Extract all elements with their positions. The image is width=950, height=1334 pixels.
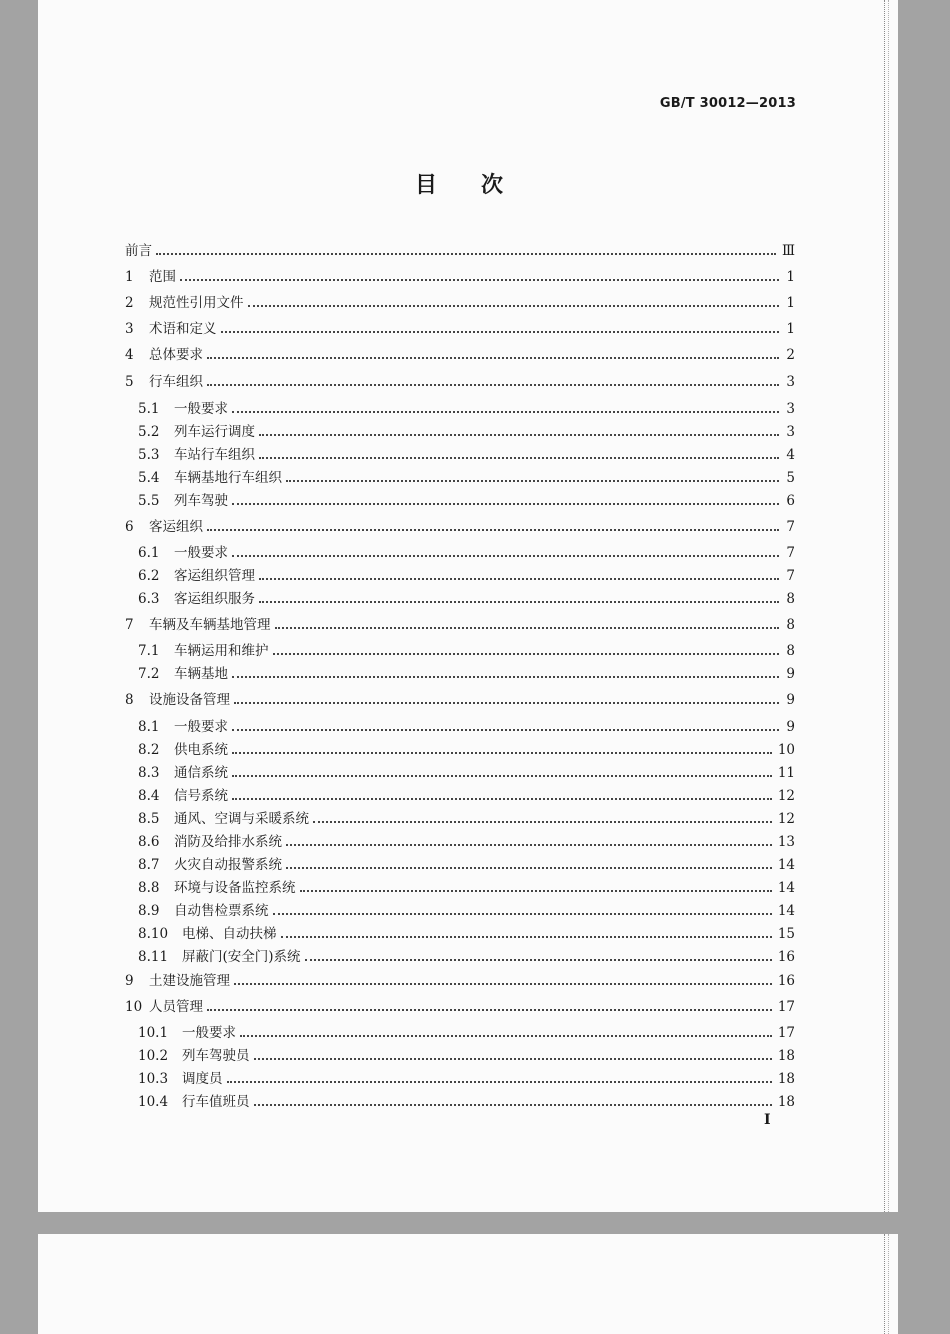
toc-dot-leader xyxy=(286,480,779,482)
toc-dot-leader xyxy=(207,384,779,386)
toc-entry-label: 列车驾驶 xyxy=(174,493,228,509)
toc-dot-leader xyxy=(232,503,779,505)
toc-entry-label: 行车组织 xyxy=(149,374,203,390)
toc-entry-page: 14 xyxy=(777,857,795,873)
toc-entry-number: 8.2 xyxy=(138,742,160,758)
toc-dot-leader xyxy=(273,653,780,655)
toc-entry[interactable] xyxy=(125,516,795,536)
toc-entry-page: 5 xyxy=(786,470,795,486)
toc-dot-leader xyxy=(232,411,779,413)
toc-entry-page: 1 xyxy=(786,321,795,337)
toc-entry-page: 3 xyxy=(786,424,795,440)
toc-entry-label: 客运组织服务 xyxy=(174,591,255,607)
toc-entry-page: Ⅲ xyxy=(781,243,795,259)
toc-dot-leader xyxy=(300,890,772,892)
toc-title-char: 次 xyxy=(481,173,504,198)
toc-entry[interactable] xyxy=(125,970,795,990)
toc-entry-number: 8.4 xyxy=(138,788,160,804)
toc-entry-label: 一般要求 xyxy=(174,401,228,417)
toc-entry-number: 8.1 xyxy=(138,719,160,735)
toc-entry-number: 5.3 xyxy=(138,447,160,463)
toc-entry-label: 车辆基地行车组织 xyxy=(174,470,282,486)
toc-entry-label: 设施设备管理 xyxy=(149,692,230,708)
toc-entry-page: 8 xyxy=(786,617,795,633)
toc-entry[interactable] xyxy=(138,716,795,736)
toc-entry-page: 4 xyxy=(786,447,795,463)
toc-entry-page: 10 xyxy=(777,742,795,758)
toc-dot-leader xyxy=(273,913,772,915)
standard-code: GB/T 30012—2013 xyxy=(659,96,796,111)
toc-entry-page: 8 xyxy=(786,643,795,659)
toc-entry-number: 7.2 xyxy=(138,666,160,682)
toc-entry[interactable] xyxy=(138,785,795,805)
toc-entry-label: 通风、空调与采暖系统 xyxy=(174,811,309,827)
toc-dot-leader xyxy=(232,752,772,754)
toc-dot-leader xyxy=(234,702,779,704)
toc-entry-number: 10.1 xyxy=(138,1025,169,1041)
binding-margin xyxy=(884,1234,889,1334)
toc-dot-leader xyxy=(281,936,772,938)
toc-entry[interactable] xyxy=(125,689,795,709)
toc-entry-label: 规范性引用文件 xyxy=(149,295,244,311)
toc-entry[interactable] xyxy=(138,640,795,660)
toc-entry-page: 12 xyxy=(777,788,795,804)
toc-entry[interactable] xyxy=(138,565,795,585)
toc-entry-page: 9 xyxy=(786,719,795,735)
toc-title-char: 目 xyxy=(414,173,437,198)
toc-entry-page: 3 xyxy=(786,401,795,417)
toc-dot-leader xyxy=(240,1035,772,1037)
toc-entry[interactable] xyxy=(138,923,795,943)
toc-entry[interactable] xyxy=(138,762,795,782)
toc-entry-page: 6 xyxy=(786,493,795,509)
toc-entry-number: 10.3 xyxy=(138,1071,169,1087)
toc-dot-leader xyxy=(234,983,772,985)
toc-entry-number: 6.1 xyxy=(138,545,160,561)
toc-entry-label: 调度员 xyxy=(182,1071,223,1087)
toc-entry-number: 5.1 xyxy=(138,401,160,417)
toc-entry[interactable] xyxy=(125,996,795,1016)
toc-entry[interactable] xyxy=(138,398,795,418)
toc-entry-label: 车站行车组织 xyxy=(174,447,255,463)
toc-entry-page: 1 xyxy=(786,295,795,311)
toc-entry-page: 9 xyxy=(786,692,795,708)
toc-entry[interactable] xyxy=(138,877,795,897)
toc-dot-leader xyxy=(156,253,776,255)
toc-entry-number: 5.2 xyxy=(138,424,160,440)
toc-entry-label: 总体要求 xyxy=(149,347,203,363)
toc-dot-leader xyxy=(221,331,780,333)
toc-entry-number: 6.3 xyxy=(138,591,160,607)
toc-entry-number: 8.5 xyxy=(138,811,160,827)
toc-entry-number: 10.2 xyxy=(138,1048,169,1064)
toc-entry-label: 前言 xyxy=(125,243,152,259)
page-number: I xyxy=(764,1112,771,1128)
toc-entry-label: 车辆运用和维护 xyxy=(174,643,269,659)
toc-entry-page: 18 xyxy=(777,1094,795,1110)
toc-entry-number: 8.3 xyxy=(138,765,160,781)
toc-entry[interactable] xyxy=(138,900,795,920)
toc-entry-number: 3 xyxy=(125,321,134,337)
toc-entry-label: 一般要求 xyxy=(182,1025,236,1041)
toc-entry-page: 14 xyxy=(777,880,795,896)
toc-entry-label: 术语和定义 xyxy=(149,321,217,337)
toc-dot-leader xyxy=(254,1058,772,1060)
toc-entry[interactable] xyxy=(125,266,795,286)
toc-entry-number: 8 xyxy=(125,692,134,708)
next-page xyxy=(38,1234,898,1334)
toc-entry[interactable] xyxy=(138,946,795,966)
toc-entry-page: 1 xyxy=(786,269,795,285)
toc-dot-leader xyxy=(286,844,772,846)
toc-entry-number: 2 xyxy=(125,295,134,311)
toc-entry[interactable] xyxy=(125,344,795,364)
toc-entry-label: 车辆基地 xyxy=(174,666,228,682)
toc-entry-label: 火灾自动报警系统 xyxy=(174,857,282,873)
toc-entry[interactable] xyxy=(138,1068,795,1088)
toc-dot-leader xyxy=(286,867,772,869)
toc-entry-page: 17 xyxy=(777,999,795,1015)
toc-dot-leader xyxy=(180,279,779,281)
toc-entry-label: 列车运行调度 xyxy=(174,424,255,440)
toc-entry-page: 18 xyxy=(777,1071,795,1087)
toc-entry-number: 5.4 xyxy=(138,470,160,486)
toc-entry[interactable] xyxy=(138,444,795,464)
toc-entry-page: 9 xyxy=(786,666,795,682)
toc-entry-number: 5.5 xyxy=(138,493,160,509)
toc-entry-number: 5 xyxy=(125,374,134,390)
toc-dot-leader xyxy=(207,529,779,531)
toc-entry[interactable] xyxy=(125,371,795,391)
toc-dot-leader xyxy=(313,821,772,823)
toc-entry[interactable] xyxy=(138,1022,795,1042)
toc-dot-leader xyxy=(232,729,779,731)
toc-dot-leader xyxy=(275,627,780,629)
toc-entry-label: 客运组织管理 xyxy=(174,568,255,584)
toc-entry-page: 7 xyxy=(786,545,795,561)
toc-entry-number: 6 xyxy=(125,519,134,535)
toc-entry-label: 土建设施管理 xyxy=(149,973,230,989)
toc-entry-page: 13 xyxy=(777,834,795,850)
toc-dot-leader xyxy=(254,1104,772,1106)
toc-list xyxy=(38,0,898,1212)
toc-entry[interactable] xyxy=(138,421,795,441)
toc-entry[interactable] xyxy=(138,588,795,608)
toc-entry[interactable] xyxy=(138,1045,795,1065)
toc-entry-number: 8.10 xyxy=(138,926,169,942)
toc-entry-label: 车辆及车辆基地管理 xyxy=(149,617,271,633)
toc-entry[interactable] xyxy=(138,1091,795,1111)
toc-entry-label: 通信系统 xyxy=(174,765,228,781)
toc-entry[interactable] xyxy=(138,739,795,759)
toc-entry-label: 消防及给排水系统 xyxy=(174,834,282,850)
toc-entry-number: 7.1 xyxy=(138,643,160,659)
toc-dot-leader xyxy=(259,457,779,459)
toc-entry-number: 6.2 xyxy=(138,568,160,584)
toc-entry-number: 1 xyxy=(125,269,134,285)
toc-entry-number: 8.6 xyxy=(138,834,160,850)
toc-dot-leader xyxy=(259,601,779,603)
toc-entry-page: 17 xyxy=(777,1025,795,1041)
toc-entry-page: 8 xyxy=(786,591,795,607)
toc-entry[interactable] xyxy=(125,240,795,260)
toc-entry-number: 9 xyxy=(125,973,134,989)
toc-dot-leader xyxy=(207,1009,772,1011)
toc-entry-number: 8.9 xyxy=(138,903,160,919)
toc-entry-label: 环境与设备监控系统 xyxy=(174,880,296,896)
toc-dot-leader xyxy=(227,1081,772,1083)
toc-entry[interactable] xyxy=(138,831,795,851)
toc-entry-page: 16 xyxy=(777,973,795,989)
toc-entry-page: 16 xyxy=(777,949,795,965)
toc-entry-label: 行车值班员 xyxy=(182,1094,250,1110)
toc-entry-label: 自动售检票系统 xyxy=(174,903,269,919)
toc-dot-leader xyxy=(248,305,780,307)
toc-entry-label: 信号系统 xyxy=(174,788,228,804)
toc-entry[interactable] xyxy=(125,292,795,312)
document-page xyxy=(38,0,898,1212)
toc-dot-leader xyxy=(232,775,772,777)
toc-entry-label: 人员管理 xyxy=(149,999,203,1015)
toc-entry-label: 列车驾驶员 xyxy=(182,1048,250,1064)
toc-entry-label: 一般要求 xyxy=(174,719,228,735)
toc-entry-label: 电梯、自动扶梯 xyxy=(182,926,277,942)
toc-entry[interactable] xyxy=(125,614,795,634)
toc-dot-leader xyxy=(259,434,779,436)
toc-dot-leader xyxy=(259,578,779,580)
toc-entry-page: 11 xyxy=(777,765,795,781)
toc-entry-number: 8.7 xyxy=(138,857,160,873)
toc-entry-label: 屏蔽门(安全门)系统 xyxy=(182,949,301,965)
toc-entry-page: 7 xyxy=(786,568,795,584)
toc-entry-number: 8.11 xyxy=(138,949,169,965)
toc-entry-number: 7 xyxy=(125,617,134,633)
toc-entry-page: 3 xyxy=(786,374,795,390)
toc-entry-page: 18 xyxy=(777,1048,795,1064)
toc-entry-label: 供电系统 xyxy=(174,742,228,758)
toc-entry[interactable] xyxy=(138,663,795,683)
toc-entry[interactable] xyxy=(138,467,795,487)
toc-entry-page: 14 xyxy=(777,903,795,919)
toc-entry-page: 15 xyxy=(777,926,795,942)
toc-entry[interactable] xyxy=(138,808,795,828)
toc-dot-leader xyxy=(232,676,779,678)
toc-entry[interactable] xyxy=(138,854,795,874)
toc-dot-leader xyxy=(207,357,779,359)
toc-entry-label: 范围 xyxy=(149,269,176,285)
toc-entry-page: 12 xyxy=(777,811,795,827)
toc-entry-number: 10.4 xyxy=(138,1094,169,1110)
toc-entry-label: 一般要求 xyxy=(174,545,228,561)
toc-entry-number: 10 xyxy=(125,999,143,1015)
toc-dot-leader xyxy=(305,959,772,961)
toc-dot-leader xyxy=(232,555,779,557)
toc-entry[interactable] xyxy=(138,490,795,510)
toc-entry-page: 7 xyxy=(786,519,795,535)
toc-entry-page: 2 xyxy=(786,347,795,363)
toc-entry-label: 客运组织 xyxy=(149,519,203,535)
toc-entry[interactable] xyxy=(138,542,795,562)
toc-entry-number: 8.8 xyxy=(138,880,160,896)
toc-dot-leader xyxy=(232,798,772,800)
toc-entry[interactable] xyxy=(125,318,795,338)
toc-entry-number: 4 xyxy=(125,347,134,363)
